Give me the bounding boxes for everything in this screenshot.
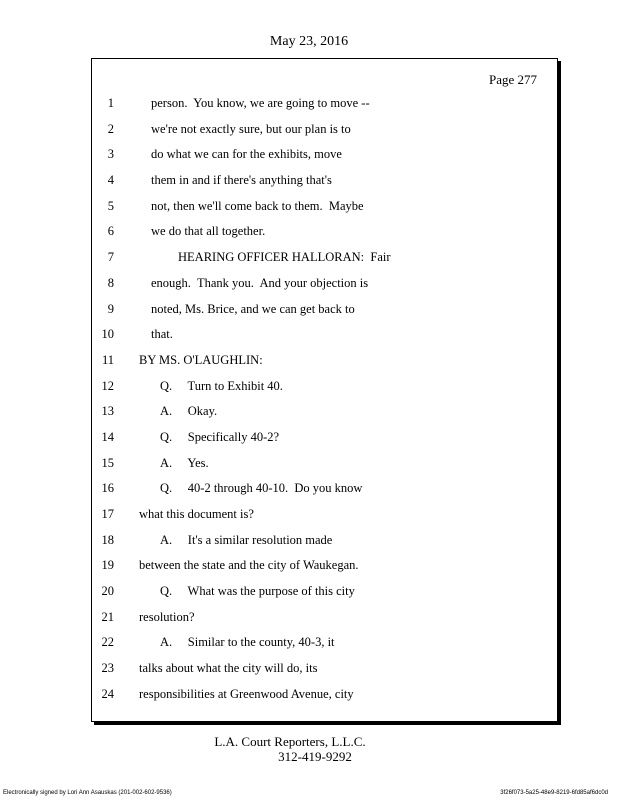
transcript-line — [92, 117, 557, 143]
line-text: A. Yes. — [160, 455, 209, 470]
transcript-line — [92, 528, 557, 554]
transcript-line — [92, 399, 557, 425]
line-text: Q. What was the purpose of this city — [160, 584, 355, 599]
footer-phone: 312-419-9292 — [278, 749, 352, 764]
transcript-line — [92, 579, 557, 605]
line-text: not, then we'll come back to them. Maybe — [151, 198, 364, 213]
line-number: 17 — [101, 507, 114, 521]
line-number: 18 — [101, 532, 114, 547]
transcript-line — [92, 553, 557, 579]
line-number: 12 — [101, 378, 114, 393]
footer-company: L.A. Court Reporters, L.L.C. — [214, 734, 366, 749]
transcript-line — [92, 630, 557, 656]
transcript-line — [92, 348, 557, 374]
transcript-line — [92, 425, 557, 451]
transcript-lines — [92, 91, 557, 708]
line-number: 7 — [107, 250, 114, 265]
line-text: HEARING OFFICER HALLORAN: Fair — [178, 250, 391, 265]
line-text: talks about what the city will do, its — [139, 661, 318, 676]
signature-left: Electronically signed by Lori Ann Asauskas (201-002-602-9536) — [3, 790, 172, 796]
line-text: what this document is? — [139, 507, 254, 521]
transcript-line — [92, 451, 557, 477]
line-number: 2 — [107, 121, 114, 136]
line-number: 23 — [101, 661, 114, 676]
line-number: 6 — [107, 224, 114, 239]
line-number: 19 — [101, 558, 114, 573]
line-text: enough. Thank you. And your objection is — [151, 275, 369, 290]
line-number: 20 — [101, 584, 114, 599]
line-number: 15 — [101, 455, 114, 470]
page-number: Page 277 — [488, 72, 537, 87]
line-text: responsibilities at Greenwood Avenue, city — [139, 686, 354, 701]
line-number: 14 — [101, 429, 114, 444]
line-number: 10 — [101, 327, 114, 342]
transcript-line — [92, 297, 557, 323]
line-number: 16 — [101, 481, 114, 496]
header-date: May 23, 2016 — [269, 34, 349, 49]
transcript-line — [92, 656, 557, 682]
transcript-line — [92, 168, 557, 194]
line-text: we're not exactly sure, but our plan is to — [151, 121, 351, 136]
line-number: 5 — [107, 198, 114, 213]
line-text: Q. Specifically 40-2? — [160, 429, 280, 444]
transcript-line — [92, 502, 557, 528]
line-text: noted, Ms. Brice, and we can get back to — [151, 301, 355, 316]
line-text: BY MS. O'LAUGHLIN: — [139, 352, 263, 367]
line-text: we do that all together. — [151, 224, 266, 239]
transcript-line — [92, 271, 557, 297]
line-number: 11 — [101, 352, 114, 367]
line-number: 21 — [101, 609, 114, 624]
transcript-line — [92, 682, 557, 708]
line-number: 4 — [107, 173, 114, 188]
line-text: between the state and the city of Waukegan. — [139, 558, 359, 573]
transcript-line — [92, 91, 557, 117]
line-number: 9 — [107, 301, 114, 316]
signature-right: 3f26f073-5a25-48e9-8219-6fd85af6dc0d — [500, 790, 608, 796]
line-text: that. — [151, 327, 173, 342]
line-text: do what we can for the exhibits, move — [151, 147, 342, 162]
transcript-line — [92, 605, 557, 631]
line-text: A. Okay. — [160, 404, 218, 419]
line-number: 13 — [101, 404, 114, 419]
line-number: 8 — [107, 275, 114, 290]
transcript-line — [92, 476, 557, 502]
line-text: them in and if there's anything that's — [151, 173, 332, 188]
line-number: 3 — [107, 147, 114, 162]
line-text: Q. Turn to Exhibit 40. — [160, 378, 283, 393]
line-number: 1 — [107, 96, 114, 110]
line-number: 22 — [101, 635, 114, 650]
transcript-page — [91, 58, 558, 722]
transcript-line — [92, 142, 557, 168]
transcript-line — [92, 219, 557, 245]
line-text: A. Similar to the county, 40-3, it — [160, 635, 335, 650]
transcript-line — [92, 245, 557, 271]
line-number: 24 — [101, 686, 114, 701]
transcript-line — [92, 322, 557, 348]
line-text: person. You know, we are going to move -- — [151, 96, 370, 110]
transcript-line — [92, 374, 557, 400]
line-text: Q. 40-2 through 40-10. Do you know — [160, 481, 363, 496]
line-text: resolution? — [139, 609, 195, 624]
transcript-line — [92, 194, 557, 220]
line-text: A. It's a similar resolution made — [160, 532, 333, 547]
